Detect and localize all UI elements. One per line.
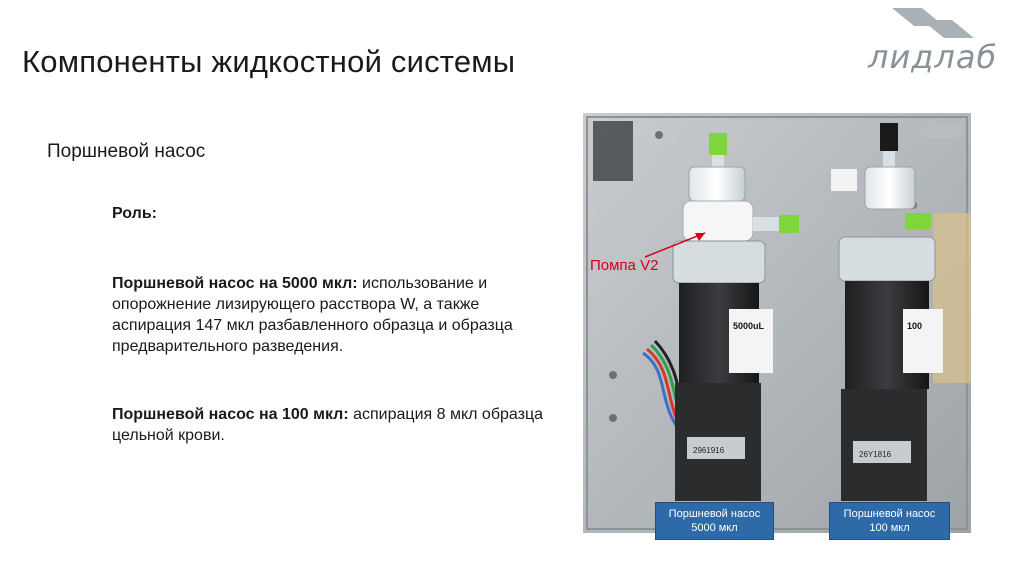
caption-pump-100 [829, 502, 950, 540]
slide-title: Компоненты жидкостной системы [22, 44, 516, 79]
pump-100-text: аспирация 8 мкл образца цельной крови. [112, 406, 544, 444]
caption-pump-100-line2: 100 мкл [869, 522, 910, 534]
pump-5000-text: использование и опорожнение лизирующего расствора W, а также аспирация 147 мкл разбавленного образца и образца предварительного разведения. [112, 275, 513, 355]
pump-100-heading: Поршневой насос на 100 мкл: [112, 406, 349, 423]
pump-right-label: 100 [907, 321, 923, 331]
caption-pump-100-line1: Поршневой насос [843, 508, 936, 520]
pump-5000-heading: Поршневой насос на 5000 мкл: [112, 275, 358, 292]
pumps-photo [583, 113, 971, 533]
caption-pump-5000-line1: Поршневой насос [668, 508, 761, 520]
role-label: Роль: [112, 205, 157, 222]
motor-right-text: 26Y1816 [859, 450, 892, 459]
caption-pump-5000 [655, 502, 774, 540]
motor-left-text: 2961916 [693, 446, 725, 455]
pump-5000-description [112, 273, 552, 357]
pump-v2-annotation: Помпа V2 [590, 257, 659, 274]
logo-text: лидлаб [868, 38, 998, 76]
pump-100-description [112, 404, 552, 446]
section-subtitle: Поршневой насос [47, 141, 206, 162]
caption-pump-5000-line2: 5000 мкл [691, 522, 738, 534]
pump-left-label: 5000uL [733, 321, 765, 331]
